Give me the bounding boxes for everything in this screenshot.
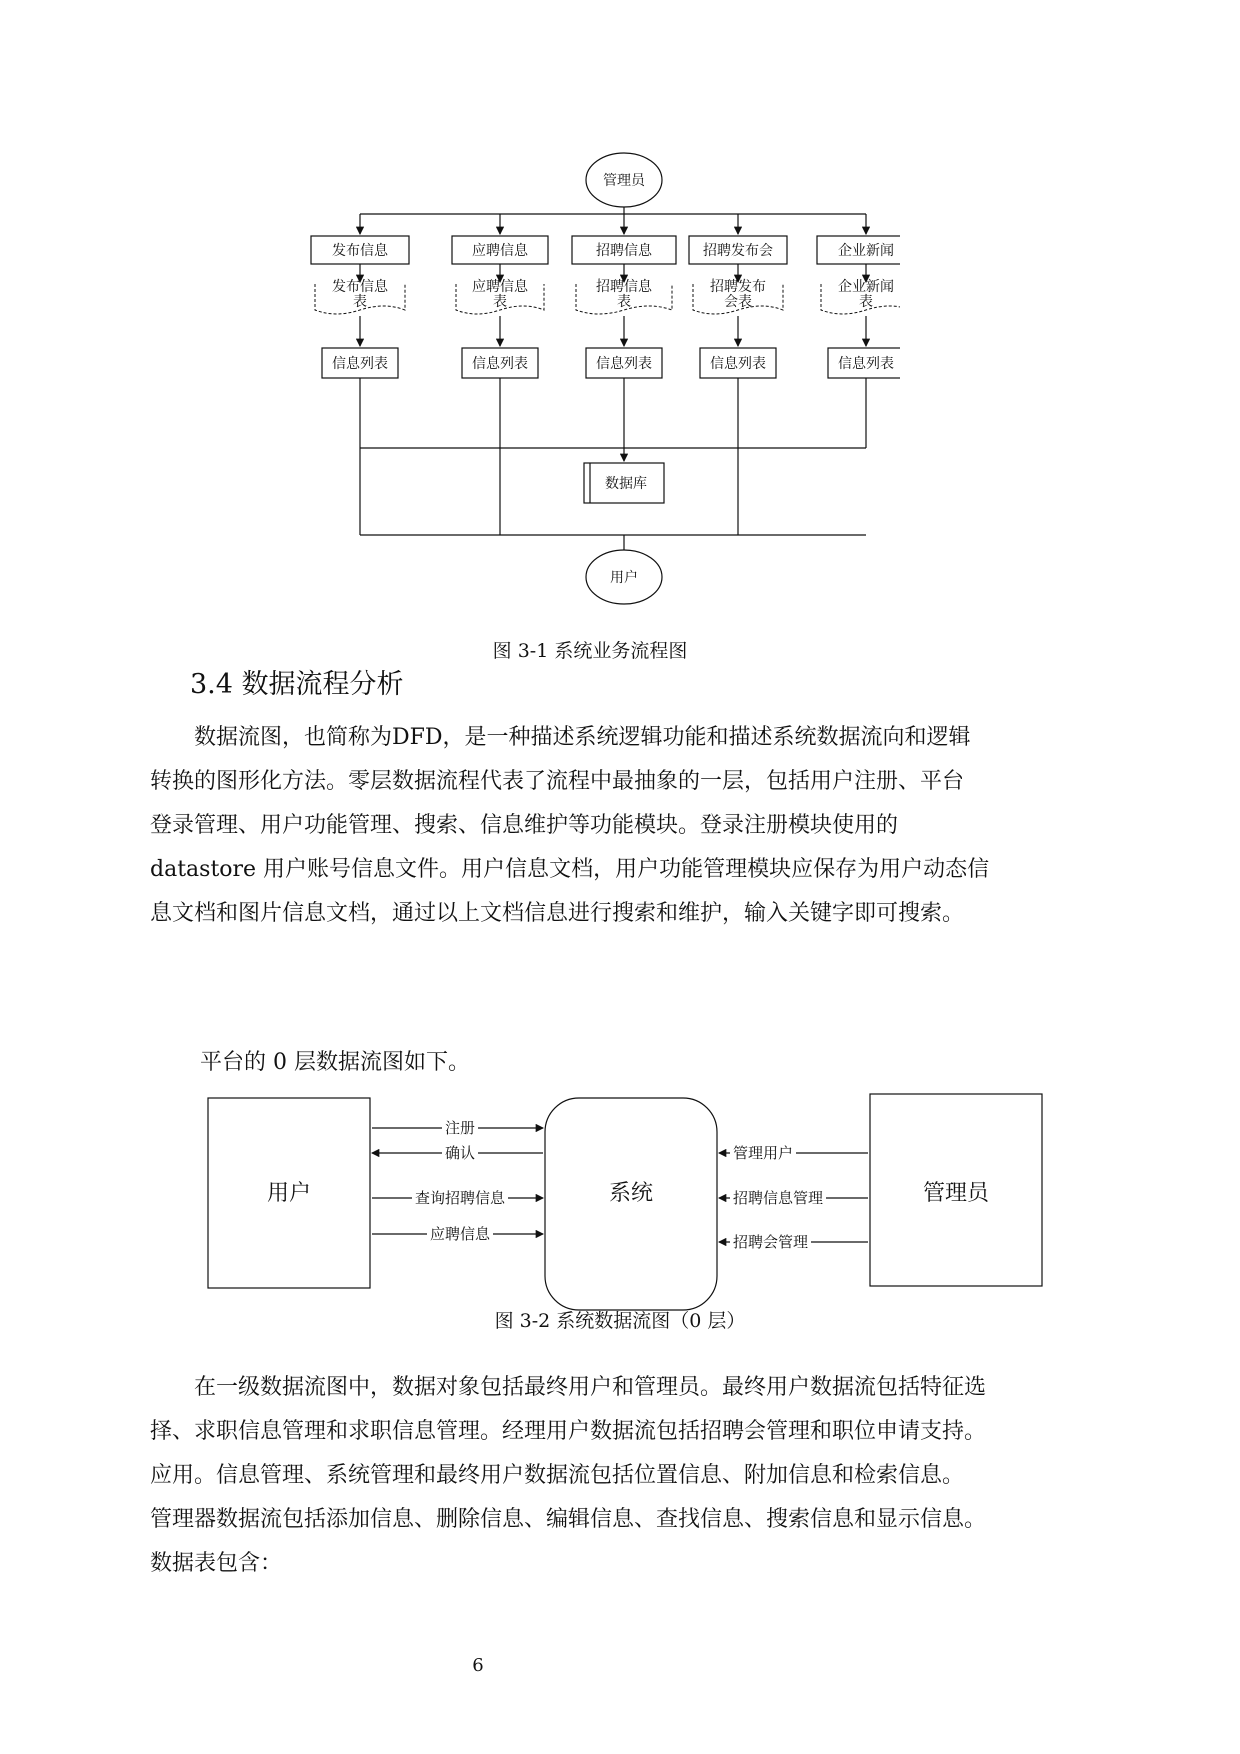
flow-label: 注册: [444, 1119, 476, 1137]
text-line: 登录管理、用户功能管理、搜索、信息维护等功能模块。登录注册模块使用的: [150, 813, 899, 838]
text-line: datastore 用户账号信息文件。用户信息文档，用户功能管理模块应保存为用户动态信: [150, 857, 990, 882]
text-line: 平台的 0 层数据流图如下。: [200, 1050, 470, 1075]
flow-label: 应聘信息: [429, 1225, 491, 1243]
list-label: 信息列表: [472, 356, 528, 372]
flow-label: 查询招聘信息: [414, 1189, 506, 1207]
user-label: 用户: [610, 570, 638, 586]
data-store-label: 发布信息: [332, 279, 388, 295]
list-label: 信息列表: [838, 356, 894, 372]
figure2-caption: 图 3-2 系统数据流图（0 层）: [494, 1310, 746, 1332]
flow-column: [572, 214, 676, 448]
data-store-label: 表: [859, 294, 873, 310]
text-line: 转换的图形化方法。零层数据流程代表了流程中最抽象的一层，包括用户注册、平台: [150, 769, 965, 794]
process-label: 应聘信息: [472, 243, 528, 259]
data-store-label: 企业新闻: [838, 279, 894, 295]
database-label: 数据库: [605, 476, 647, 492]
flow-column: [689, 214, 787, 448]
data-store-label: 会表: [724, 294, 752, 310]
flow-label: 招聘信息管理: [732, 1189, 824, 1207]
flow-column: [311, 214, 409, 448]
flow-column: [817, 214, 900, 448]
page-number: 6: [472, 1655, 484, 1676]
system-process-label: 系统: [608, 1181, 654, 1206]
flow-column: [452, 214, 548, 448]
flow-label: 管理用户: [732, 1144, 794, 1162]
business-flow-diagram: [290, 150, 900, 620]
process-label: 招聘信息: [596, 243, 652, 259]
text-line: 数据流图，也简称为DFD，是一种描述系统逻辑功能和描述系统数据流向和逻辑: [194, 725, 971, 750]
data-store-label: 表: [493, 294, 507, 310]
list-label: 信息列表: [596, 356, 652, 372]
paragraph-level1: [150, 1366, 1100, 1586]
data-store-label: 招聘信息: [596, 279, 652, 295]
section-heading: 3.4 数据流程分析: [190, 669, 404, 700]
paragraph-intro: [200, 1041, 1150, 1085]
text-line: 管理器数据流包括添加信息、删除信息、编辑信息、查找信息、搜索信息和显示信息。: [150, 1507, 987, 1532]
data-store-label: 表: [353, 294, 367, 310]
data-store-label: 表: [617, 294, 631, 310]
user-entity-label: 用户: [266, 1181, 312, 1206]
list-label: 信息列表: [710, 356, 766, 372]
admin-entity-label: 管理员: [922, 1181, 990, 1206]
data-store-label: 招聘发布: [710, 279, 766, 295]
admin-label: 管理员: [603, 173, 645, 189]
flow-label: 确认: [444, 1144, 476, 1162]
paragraph-dfd: [150, 716, 1100, 936]
text-line: 择、求职信息管理和求职信息管理。经理用户数据流包括招聘会管理和职位申请支持。: [150, 1419, 987, 1444]
text-line: 数据表包含：: [150, 1551, 283, 1576]
data-flow-diagram-level-0: [200, 1090, 1060, 1320]
text-line: 在一级数据流图中，数据对象包括最终用户和管理员。最终用户数据流包括特征选: [194, 1375, 987, 1400]
flow-label: 招聘会管理: [732, 1233, 809, 1251]
figure1-caption: 图 3-1 系统业务流程图: [492, 640, 688, 662]
process-label: 企业新闻: [838, 243, 894, 259]
process-label: 发布信息: [332, 243, 388, 259]
text-line: 应用。信息管理、系统管理和最终用户数据流包括位置信息、附加信息和检索信息。: [150, 1463, 965, 1488]
process-label: 招聘发布会: [703, 243, 773, 259]
data-store-label: 应聘信息: [472, 279, 528, 295]
text-line: 息文档和图片信息文档，通过以上文档信息进行搜索和维护，输入关键字即可搜索。: [150, 901, 965, 926]
list-label: 信息列表: [332, 356, 388, 372]
